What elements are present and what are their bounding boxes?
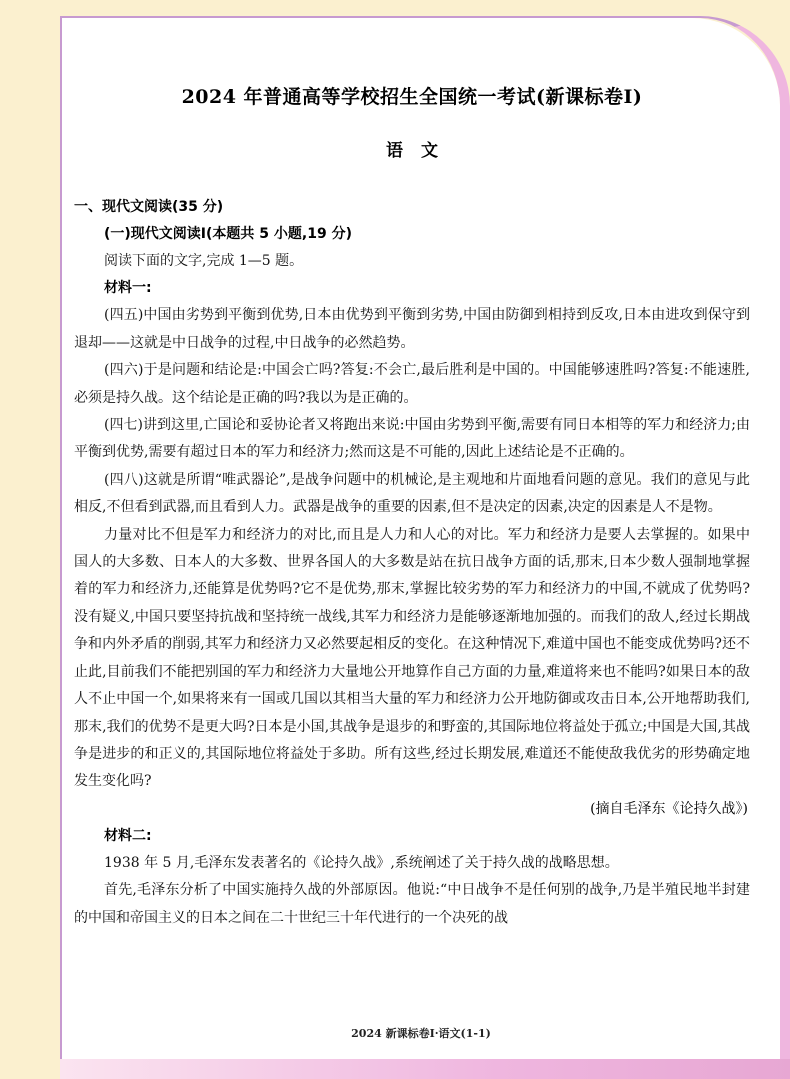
exam-title: 2024 年普通高等学校招生全国统一考试(新课标卷Ⅰ) bbox=[181, 86, 643, 108]
material-two-label: 材料二: bbox=[104, 827, 152, 844]
page-footer: 2024 新课标卷Ⅰ·语文(1-1) bbox=[351, 1027, 491, 1040]
material-two-paragraph-2: 首先,毛泽东分析了中国实施持久战的外部原因。他说:“中日战争不是任何别的战争,乃是半殖民地半封建的中国和帝国主义的日本之间在二十世纪三十年代进行的一个决死的战 bbox=[74, 882, 750, 926]
material-one-label: 材料一: bbox=[104, 280, 152, 297]
paragraph-force-comparison: 力量对比不但是军力和经济力的对比,而且是人力和人心的对比。军力和经济力是要人去掌握的。如果中国人的大多数、日本人的大多数、世界各国人的大多数是站在抗日战争方面的话,那末,日本少数人强制地掌握着的军力和经济力,还能算是优势吗?它不是优势,那末,掌握比较劣势的军力和经济力的中国,不就成了优势吗?没有疑义,中国只要坚持抗战和坚持统一战线,其军力和经济力是能够逐渐地加强的。而我们的敌人,经过长期战争和内外矛盾的削弱,其军力和经济力又必然要起相反的变化。在这种情况下,难道中国也不能变成优势吗?还不止此,目前我们不能把别国的军力和经济力大量地公开地算作自己方面的力量,难道将来也不能吗?如果日本的敌人不止中国一个,如果将来有一国或几国以其相当大量的军力和经济力公开地防御或攻击日本,公开地帮助我们,那末,我们的优势不是更大吗?日本是小国,其战争是退步的和野蛮的,其国际地位将益处于孤立;中国是大国,其战争是进步的和正义的,其国际地位将益处于多助。所有这些,经过长期发展,难道还不能使敌我优劣的形势确定地发生变化吗? bbox=[74, 526, 750, 790]
section-heading: 一、现代文阅读(35 分) bbox=[74, 199, 224, 215]
exam-page bbox=[62, 18, 780, 1059]
paragraph-47: (四七)讲到这里,亡国论和妥协论者又将跑出来说:中国由劣势到平衡,需要有同日本相等的军力和经济力;由平衡到优势,需要有超过日本的军力和经济力;然而这是不可能的,因此上述结论是不正确的。 bbox=[74, 417, 750, 461]
subject-title: 语文 bbox=[386, 141, 456, 161]
material-one-source: (摘自毛泽东《论持久战》) bbox=[590, 800, 748, 817]
subsection-heading: (一)现代文阅读Ⅰ(本题共 5 小题,19 分) bbox=[104, 226, 352, 242]
paragraph-45: (四五)中国由劣势到平衡到优势,日本由优势到平衡到劣势,中国由防御到相持到反攻,日本由进攻到保守到退却——这就是中日战争的过程,中日战争的必然趋势。 bbox=[74, 307, 750, 351]
instruction-text: 阅读下面的文字,完成 1—5 题。 bbox=[104, 253, 304, 269]
page-frame-bottom bbox=[60, 1059, 790, 1079]
paragraph-46: (四六)于是问题和结论是:中国会亡吗?答复:不会亡,最后胜利是中国的。中国能够速胜吗?答复:不能速胜,必须是持久战。这个结论是正确的吗?我以为是正确的。 bbox=[74, 362, 750, 406]
material-two-paragraph-1: 1938 年 5 月,毛泽东发表著名的《论持久战》,系统阐述了关于持久战的战略思想。 bbox=[104, 854, 619, 871]
paragraph-48: (四八)这就是所谓“唯武器论”,是战争问题中的机械论,是主观地和片面地看问题的意见。我们的意见与此相反,不但看到武器,而且看到人力。武器是战争的重要的因素,但不是决定的因素,决定的因素是人不是物。 bbox=[74, 471, 750, 516]
